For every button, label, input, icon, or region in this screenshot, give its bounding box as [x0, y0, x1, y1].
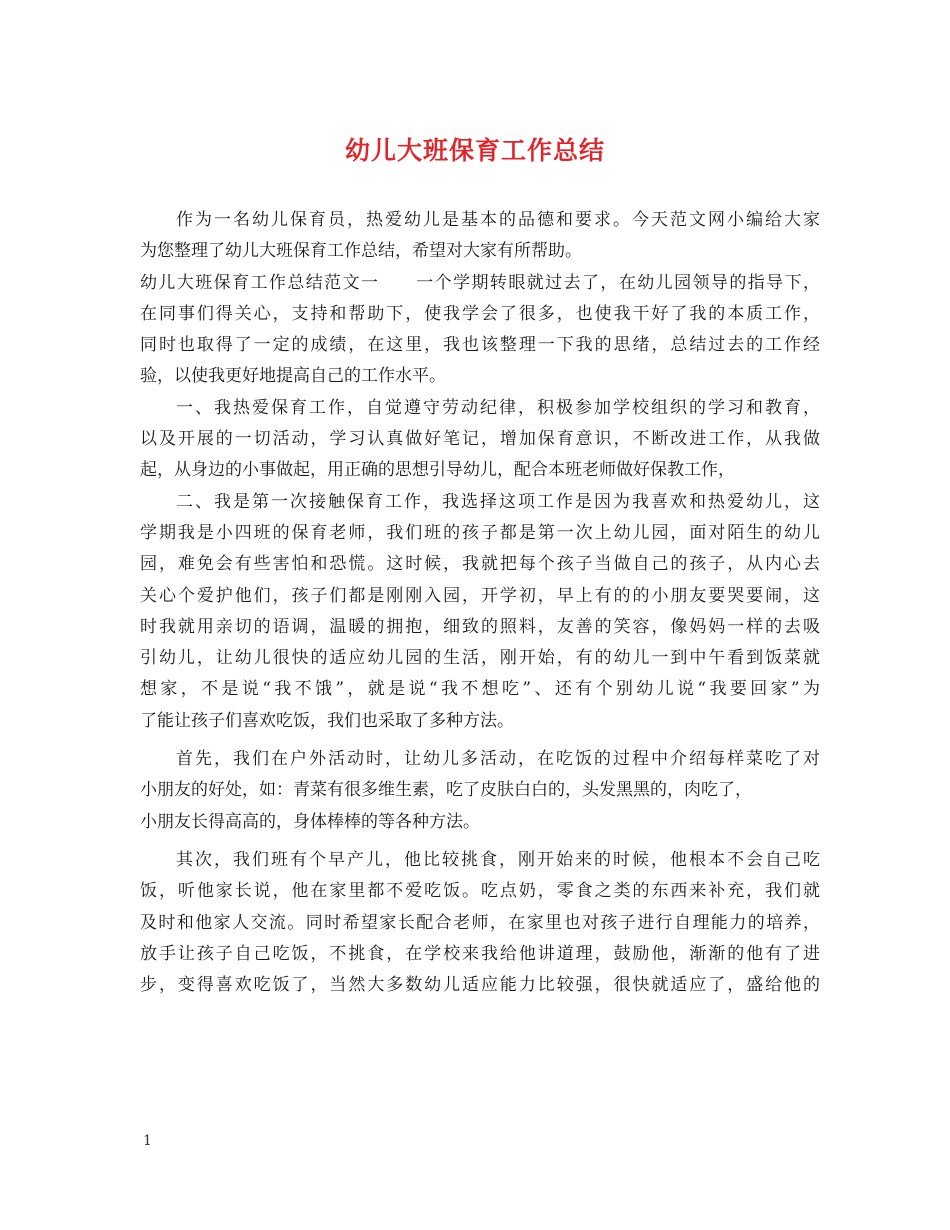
text-line: 二、我是第一次接触保育工作，我选择这项工作是因为我喜欢和热爱幼儿，这	[176, 491, 820, 512]
text-line: 在同事们得关心，支持和帮助下，使我学会了很多，也使我干好了我的本质工作，	[140, 303, 820, 324]
text-line: 一、我热爱保育工作，自觉遵守劳动纪律，积极参加学校组织的学习和教育，	[176, 397, 820, 418]
text-line: 首先，我们在户外活动时，让幼儿多活动，在吃饭的过程中介绍每样菜吃了对	[176, 749, 820, 770]
text-line: 小朋友的好处，如：青菜有很多维生素，吃了皮肤白白的，头发黑黑的，肉吃了，	[140, 780, 752, 801]
text-line: 想家，不是说“我不饿”，就是说“我不想吃”、还有个别幼儿说“我要回家”为	[140, 679, 820, 700]
text-line: 园，难免会有些害怕和恐慌。这时候，我就把每个孩子当做自己的孩子，从内心去	[140, 554, 820, 575]
page-number: 1	[143, 1133, 152, 1149]
text-line: 作为一名幼儿保育员，热爱幼儿是基本的品德和要求。今天范文网小编给大家	[176, 210, 820, 230]
text-line: 为您整理了幼儿大班保育工作总结，希望对大家有所帮助。	[140, 241, 582, 262]
text-line: 时我就用亲切的语调，温暖的拥抱，细致的照料，友善的笑容，像妈妈一样的去吸	[140, 616, 820, 637]
text-line: 以及开展的一切活动，学习认真做好笔记，增加保育意识，不断改进工作，从我做	[140, 429, 820, 450]
document-title: 幼儿大班保育工作总结	[344, 136, 605, 165]
text-line: 了能让孩子们喜欢吃饭，我们也采取了多种方法。	[140, 710, 514, 731]
text-line: 学期我是小四班的保育老师，我们班的孩子都是第一次上幼儿园，面对陌生的幼儿	[140, 522, 820, 543]
text-line: 幼儿大班保育工作总结范文一 一个学期转眼就过去了，在幼儿园领导的指导下，	[140, 272, 820, 293]
text-line: 引幼儿，让幼儿很快的适应幼儿园的生活，刚开始，有的幼儿一到中午看到饭菜就	[140, 648, 820, 669]
paragraph-spacer	[140, 737, 820, 744]
text-line: 同时也取得了一定的成绩，在这里，我也该整理一下我的思绪，总结过去的工作经	[140, 335, 820, 356]
text-line: 步，变得喜欢吃饭了，当然大多数幼儿适应能力比较强，很快就适应了，盛给他的	[140, 975, 820, 996]
document-body	[140, 205, 820, 1001]
paragraph-spacer	[140, 838, 820, 845]
text-line: 饭，听他家长说，他在家里都不爱吃饭。吃点奶，零食之类的东西来补充，我们就	[140, 881, 820, 902]
text-line: 其次，我们班有个早产儿，他比较挑食，刚开始来的时候，他根本不会自己吃	[176, 849, 820, 870]
text-line: 及时和他家人交流。同时希望家长配合老师，在家里也对孩子进行自理能力的培养，	[140, 912, 820, 933]
text-line: 放手让孩子自己吃饭，不挑食，在学校来我给他讲道理，鼓励他，渐渐的他有了进	[140, 943, 820, 964]
text-line: 关心个爱护他们，孩子们都是刚刚入园，开学初，早上有的的小朋友要哭要闹，这	[140, 585, 820, 606]
text-line: 起，从身边的小事做起，用正确的思想引导幼儿，配合本班老师做好保教工作，	[140, 460, 735, 481]
text-line: 小朋友长得高高的，身体棒棒的等各种方法。	[140, 811, 480, 832]
text-line: 验，以使我更好地提高自己的工作水平。	[140, 366, 446, 387]
